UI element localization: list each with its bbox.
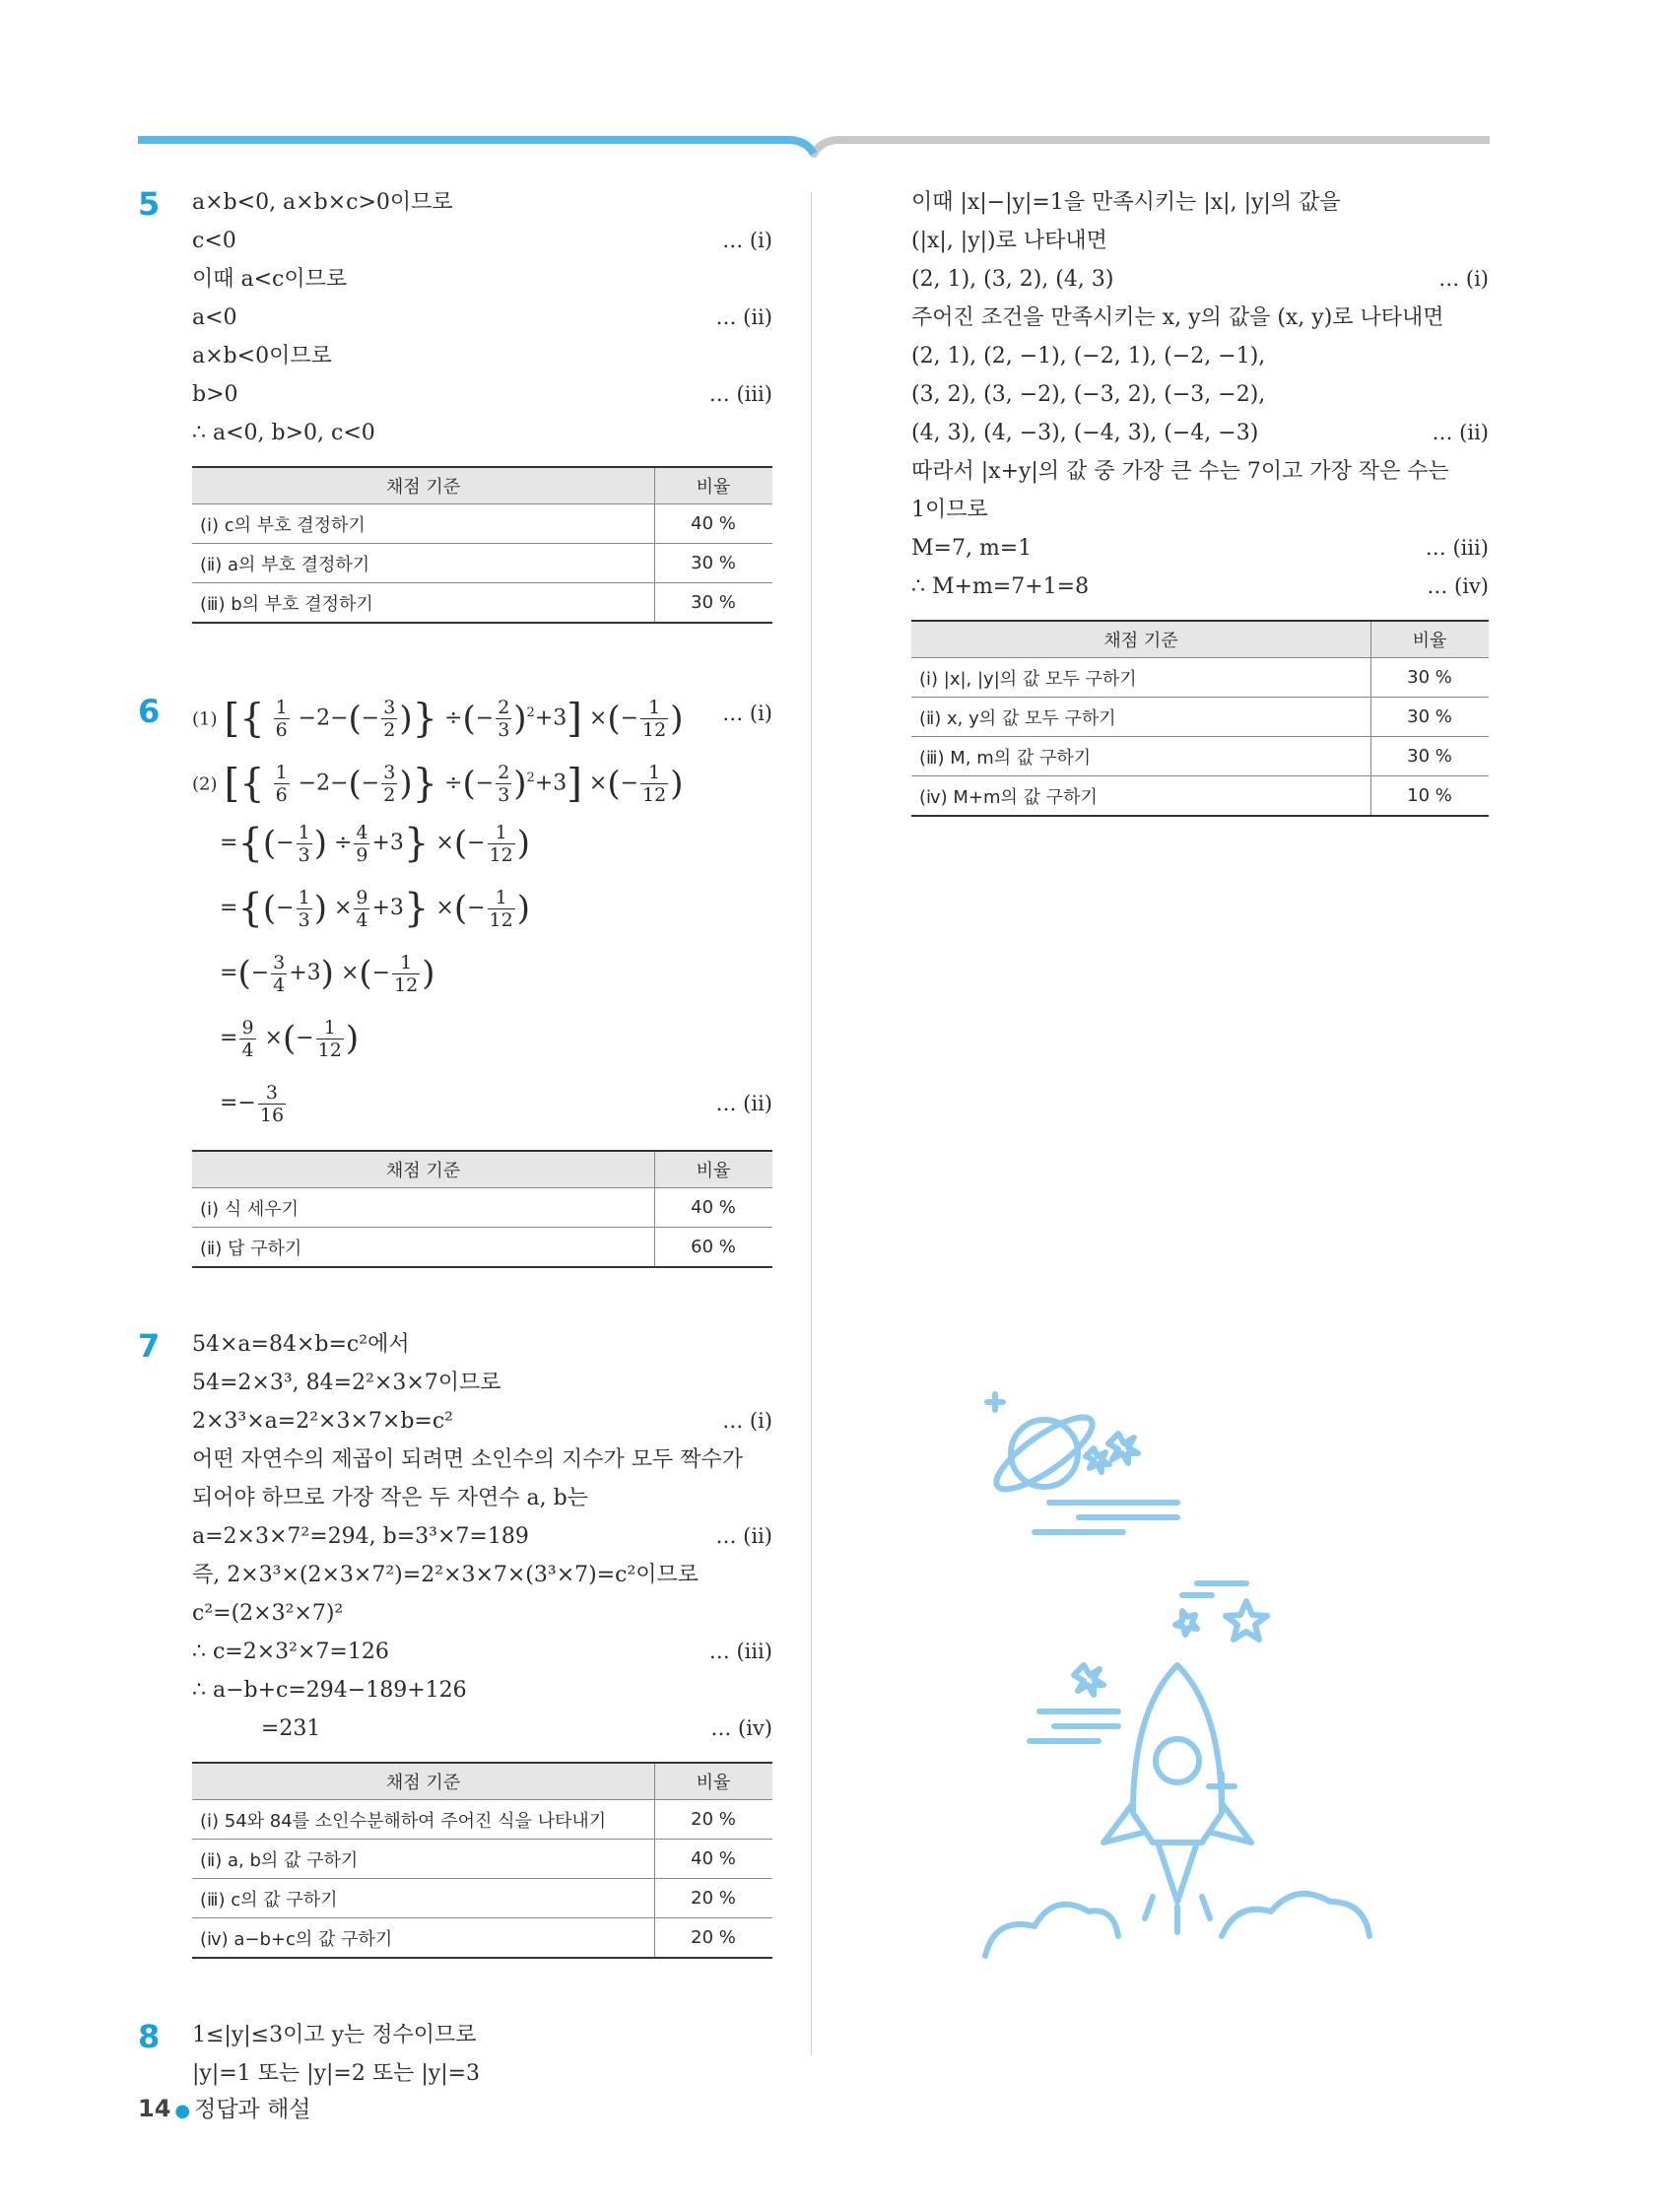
problem-number: 5: [138, 185, 161, 223]
equation-line-4: ={(− $\frac{1}{3}$ ) × $\frac{9}{4}$ +3} ×(− $\frac{1}{12}$ ): [220, 886, 530, 931]
page-number: 14: [138, 2095, 171, 2122]
solution-line: 주어진 조건을 만족시키는 x, y의 값을 (x, y)로 나타내면: [911, 305, 1444, 330]
grading-table: 채점 기준 비율 (ⅰ) c의 부호 결정하기 40 % (ⅱ) a의 부호 결정하기 30 % (ⅲ) b의 부호 결정하기 30 %: [192, 466, 772, 624]
column-divider: [811, 192, 812, 2054]
table-row: (ⅰ) c의 부호 결정하기 40 %: [192, 504, 772, 544]
equation-line-6: = $\frac{9}{4}$ ×(− $\frac{1}{12}$ ): [220, 1016, 360, 1061]
bullet-icon: ●: [174, 2101, 191, 2121]
table-row: (ⅲ) b의 부호 결정하기 30 %: [192, 583, 772, 624]
solution-line: (|x|, |y|)로 나타내면: [911, 229, 1107, 253]
solution-line: 따라서 |x+y|의 값 중 가장 큰 수는 7이고 가장 작은 수는: [911, 459, 1449, 484]
grading-table: 채점 기준 비율 (ⅰ) |x|, |y|의 값 모두 구하기 30 % (ⅱ) x, y의 값 모두 구하기 30 % (ⅲ) M, m의 값 구하기 30 % (ⅳ) M+m의 값 구하기 10 %: [911, 620, 1489, 817]
section-title: 정답과 해설: [194, 2097, 311, 2122]
left-column: [138, 183, 772, 2093]
star-icon: [1074, 1601, 1267, 1799]
solution-line: c<0 … (ⅰ): [192, 229, 772, 253]
header-bar: [0, 0, 1668, 158]
rocket-icon: [1103, 1665, 1251, 1932]
solution-line: c²=(2×3²×7)²: [192, 1601, 344, 1626]
table-row: (ⅰ) |x|, |y|의 값 모두 구하기 30 %: [911, 658, 1489, 698]
table-row: (ⅲ) c의 값 구하기 20 %: [192, 1879, 772, 1918]
solution-line: 1이므로: [911, 498, 988, 522]
problem-6: [138, 681, 772, 1268]
solution-line: ∴ c=2×3²×7=126 … (ⅲ): [192, 1640, 772, 1664]
problem-number: 7: [138, 1327, 161, 1365]
solution-line: (3, 2), (3, −2), (−3, 2), (−3, −2),: [911, 382, 1266, 407]
grading-table: 채점 기준 비율 (ⅰ) 식 세우기 40 % (ⅱ) 답 구하기 60 %: [192, 1150, 772, 1268]
table-row: (ⅰ) 식 세우기 40 %: [192, 1188, 772, 1228]
equation-line-3: ={(− $\frac{1}{3}$ ) ÷ $\frac{4}{9}$ +3} ×(− $\frac{1}{12}$ ): [220, 821, 530, 866]
solution-line: ∴ a<0, b>0, c<0: [192, 421, 375, 445]
solution-line: 54×a=84×b=c²에서: [192, 1332, 410, 1357]
speed-line-icon: [1030, 1583, 1246, 1741]
space-illustration: [966, 1374, 1389, 2005]
equation-line-7: =− $\frac{3}{16}$ … (ⅱ): [220, 1081, 772, 1126]
solution-line: (2, 1), (3, 2), (4, 3) … (ⅰ): [911, 267, 1489, 292]
speed-line-icon: [1034, 1503, 1177, 1532]
problem-number: 6: [138, 693, 161, 730]
solution-line: (4, 3), (4, −3), (−4, 3), (−4, −3) … (ⅱ): [911, 421, 1489, 445]
table-row: (ⅱ) a의 부호 결정하기 30 %: [192, 544, 772, 583]
solution-line: 이때 a<c이므로: [192, 267, 348, 292]
sparkle-icon: [1086, 1434, 1138, 1472]
problem-8: [138, 2016, 772, 2093]
solution-line: a×b<0, a×b×c>0이므로: [192, 190, 453, 215]
table-row: (ⅳ) M+m의 값 구하기 10 %: [911, 776, 1489, 817]
solution-line: (2, 1), (2, −1), (−2, 1), (−2, −1),: [911, 344, 1266, 369]
solution-line: a=2×3×7²=294, b=3³×7=189 … (ⅱ): [192, 1524, 772, 1549]
table-row: (ⅱ) a, b의 값 구하기 40 %: [192, 1840, 772, 1879]
solution-line: a×b<0이므로: [192, 344, 332, 369]
problem-5: [138, 183, 772, 624]
solution-line: 이때 |x|−|y|=1을 만족시키는 |x|, |y|의 값을: [911, 190, 1341, 215]
solution-line: b>0 … (ⅲ): [192, 382, 772, 407]
solution-line: 1≤|y|≤3이고 y는 정수이므로: [192, 2023, 477, 2047]
solution-line: 즉, 2×3³×(2×3×7²)=2²×3×7×(3³×7)=c²이므로: [192, 1563, 700, 1587]
solution-line: |y|=1 또는 |y|=2 또는 |y|=3: [192, 2061, 481, 2086]
table-row: (ⅱ) 답 구하기 60 %: [192, 1228, 772, 1268]
page-footer: [138, 2091, 311, 2123]
problem-number: 8: [138, 2018, 161, 2055]
equation-line-2: (2) [{ $\frac{1}{6}$ −2−(− $\frac{3}{2}$ )} ÷(− $\frac{2}{3}$ )$^2$+3] ×(− $\frac{1}{12}$ ): [192, 761, 684, 807]
table-row: (ⅳ) a−b+c의 값 구하기 20 %: [192, 1918, 772, 1959]
planet-icon: [987, 1394, 1101, 1501]
solution-line: M=7, m=1 … (ⅲ): [911, 536, 1489, 561]
solution-line: a<0 … (ⅱ): [192, 305, 772, 330]
right-column: [911, 183, 1489, 817]
equation-line-1: (1) [{ $\frac{1}{6}$ −2−(− $\frac{3}{2}$ )} ÷(− $\frac{2}{3}$ )$^2$+3] ×(− $\frac{1}{12}$ ) … (ⅰ): [192, 696, 772, 742]
table-row: (ⅰ) 54와 84를 소인수분해하여 주어진 식을 나타내기 20 %: [192, 1800, 772, 1840]
equation-line-5: =(− $\frac{3}{4}$ +3) ×(− $\frac{1}{12}$ ): [220, 951, 435, 996]
solution-line: =231 … (ⅳ): [192, 1716, 772, 1741]
grading-table: 채점 기준 비율 (ⅰ) 54와 84를 소인수분해하여 주어진 식을 나타내기 20 % (ⅱ) a, b의 값 구하기 40 % (ⅲ) c의 값 구하기 20 % (ⅳ) a−b+c의 값 구하기 20 %: [192, 1762, 772, 1959]
solution-line: ∴ M+m=7+1=8 … (ⅳ): [911, 574, 1489, 599]
table-row: (ⅲ) M, m의 값 구하기 30 %: [911, 737, 1489, 776]
problem-7: [138, 1325, 772, 1959]
solution-line: 2×3³×a=2²×3×7×b=c² … (ⅰ): [192, 1409, 772, 1434]
solution-line: 54=2×3³, 84=2²×3×7이므로: [192, 1371, 501, 1395]
solution-line: ∴ a−b+c=294−189+126: [192, 1678, 467, 1703]
solution-line: 어떤 자연수의 제곱이 되려면 소인수의 지수가 모두 짝수가: [192, 1447, 744, 1472]
table-row: (ⅱ) x, y의 값 모두 구하기 30 %: [911, 698, 1489, 737]
solution-line: 되어야 하므로 가장 작은 두 자연수 a, b는: [192, 1486, 588, 1510]
